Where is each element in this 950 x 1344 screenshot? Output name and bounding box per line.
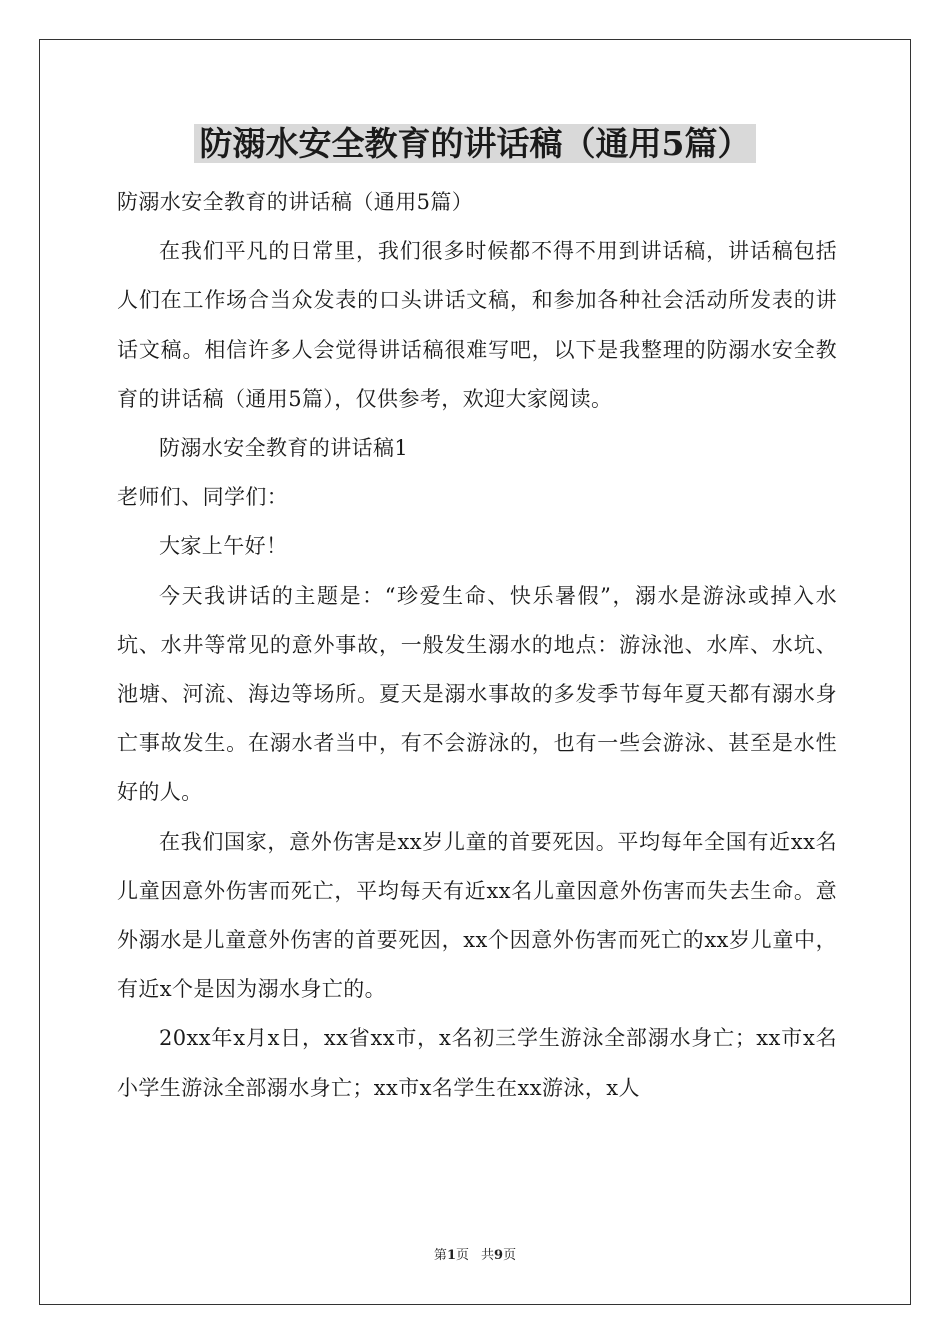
paragraph: 防溺水安全教育的讲话稿（通用5篇） — [117, 190, 474, 214]
paragraph: 今天我讲话的主题是：“珍爱生命、快乐暑假”，溺水是游泳或掉入水坑、水井等常见的意外事故，一般发生溺水的地点：游泳池、水库、水坑、池塘、河流、海边等场所。夏天是溺水事故的多发季节每年夏天都有溺水身亡事故发生。在溺水者当中，有不会游泳的，也有一些会游泳、甚至是水性好的人。 — [117, 583, 837, 805]
footer-total-prefix: 共 — [481, 1248, 495, 1263]
page-footer — [0, 1247, 950, 1265]
section-heading: 防溺水安全教育的讲话稿1 — [159, 436, 409, 461]
footer-page-number: 1 — [446, 1248, 456, 1263]
document-title — [0, 122, 950, 166]
footer-page-suffix: 页 — [455, 1248, 469, 1263]
footer-total-suffix: 页 — [503, 1248, 517, 1263]
greeting: 大家上午好！ — [159, 534, 288, 559]
footer-page-prefix: 第 — [433, 1248, 447, 1263]
paragraph: 20xx年x月x日，xx省xx市，x名初三学生游泳全部溺水身亡；xx市x名小学生游泳全部溺水身亡；xx市x名学生在xx游泳，x人 — [117, 1026, 837, 1100]
document-body — [117, 178, 837, 1113]
footer-total-pages: 9 — [494, 1248, 504, 1263]
paragraph: 在我们国家，意外伤害是xx岁儿童的首要死因。平均每年全国有近xx名儿童因意外伤害而死亡，平均每天有近xx名儿童因意外伤害而失去生命。意外溺水是儿童意外伤害的首要死因，xx个因意外伤害而死亡的xx岁儿童中，有近x个是因为溺水身亡的。 — [117, 829, 837, 1002]
paragraph: 在我们平凡的日常里，我们很多时候都不得不用到讲话稿，讲话稿包括人们在工作场合当众发表的口头讲话文稿，和参加各种社会活动所发表的讲话文稿。相信许多人会觉得讲话稿很难写吧，以下是我整理的防溺水安全教育的讲话稿（通用5篇），仅供参考，欢迎大家阅读。 — [117, 239, 837, 411]
salutation: 老师们、同学们： — [117, 485, 289, 510]
document-title-text: 防溺水安全教育的讲话稿（通用5篇） — [194, 124, 757, 163]
